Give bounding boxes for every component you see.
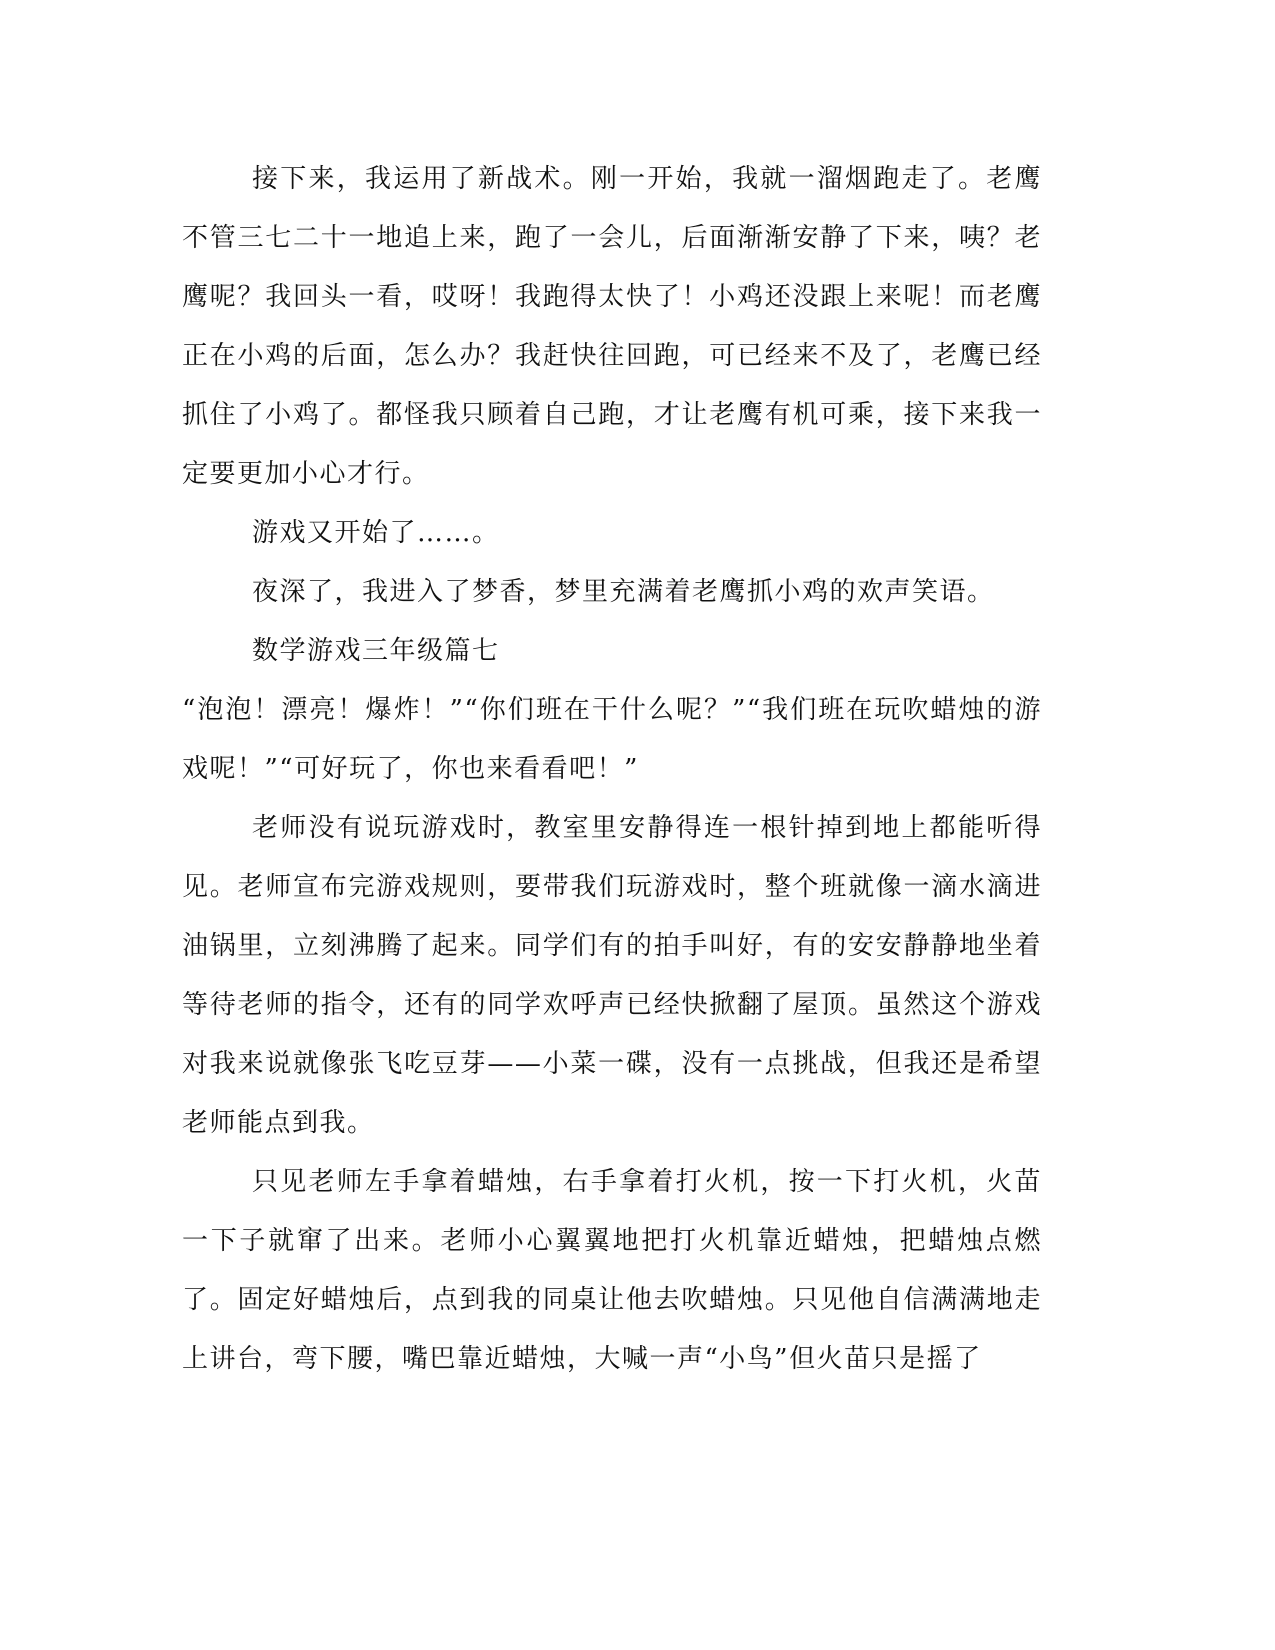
paragraph-classroom: 老师没有说玩游戏时，教室里安静得连一根针掉到地上都能听得见。老师宣布完游戏规则，要带我们玩游戏时，整个班就像一滴水滴进油锅里，立刻沸腾了起来。同学们有的拍手叫好，有的安安静静地坐着等待老师的指令，还有的同学欢呼声已经快掀翻了屋顶。虽然这个游戏对我来说就像张飞吃豆芽——小菜一碟，没有一点挑战，但我还是希望老师能点到我。 <box>182 813 1042 1138</box>
paragraph-candle: 只见老师左手拿着蜡烛，右手拿着打火机，按一下打火机，火苗一下子就窜了出来。老师小心翼翼地把打火机靠近蜡烛，把蜡烛点燃了。固定好蜡烛后，点到我的同桌让他去吹蜡烛。只见他自信满满地走上讲台，弯下腰，嘴巴靠近蜡烛，大喊一声“小鸟”但火苗只是摇了 <box>182 1167 1042 1374</box>
document-body <box>182 150 1042 1389</box>
paragraph-game-restart: 游戏又开始了……。 <box>252 518 500 548</box>
paragraph-dialogue: “泡泡！漂亮！爆炸！”“你们班在干什么呢？”“我们班在玩吹蜡烛的游戏呢！”“可好玩了，你也来看看吧！” <box>182 695 1042 784</box>
section-heading: 数学游戏三年级篇七 <box>252 636 500 666</box>
paragraph-night-dream: 夜深了，我进入了梦香，梦里充满着老鹰抓小鸡的欢声笑语。 <box>252 577 995 607</box>
paragraph-new-tactic: 接下来，我运用了新战术。刚一开始，我就一溜烟跑走了。老鹰不管三七二十一地追上来，跑了一会儿，后面渐渐安静了下来，咦？老鹰呢？我回头一看，哎呀！我跑得太快了！小鸡还没跟上来呢！而老鹰正在小鸡的后面，怎么办？我赶快往回跑，可已经来不及了，老鹰已经抓住了小鸡了。都怪我只顾着自己跑，才让老鹰有机可乘，接下来我一定要更加小心才行。 <box>182 164 1042 489</box>
